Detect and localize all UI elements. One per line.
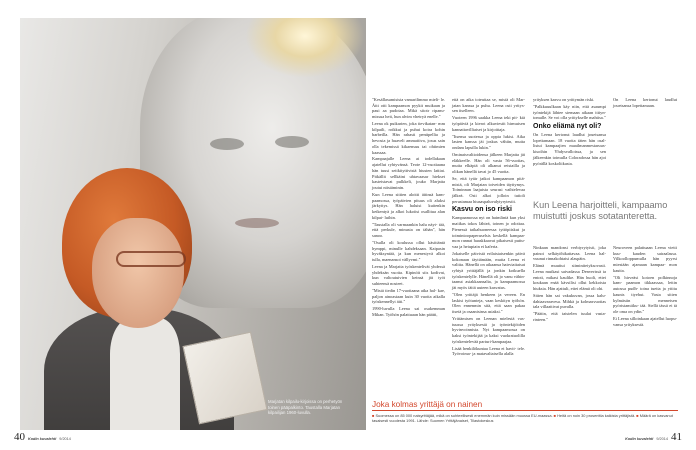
paragraph: Kampaamossa nyt on haimlintä kun yksi maiikas tokos lähteä, toinen jo odottaa. Pienessä taikahuoneessa tyttöpiiskut ja toimintoopaperuselsis keskellä kampaa- mon rannat haaskkaavat pikaisesti puttu- vaa ja heiupiain ei kaferia. — [452, 215, 525, 249]
paragraph: Ominaisvaltioidensa jälkeen Marjatta jäi eläkkeelle. Hän oli vasta 56-vuotias, mutta elkäpiä oli alkanut reistailla ja olikan hänellä tavai jo 45 vuotta. — [452, 151, 525, 174]
paragraph: On Leena kertonut laudlut jouetsansa lopettamaan. — [613, 97, 677, 108]
paragraph: "Olen yrittäjä henkeen ja vereen. En laskisi työtunteja, vaan keskityn työhön. Olen ennenmin sitä, että saan pakaa itsetä ja osaanisinsa asiaksi." — [452, 291, 525, 315]
paragraph: Ei Leena silloinkaan ajatellut luopu- vansa yrityksestä. — [613, 315, 677, 327]
text-column-4 — [613, 97, 677, 110]
paragraph: "Palkkuuulkaan käy niin, että asaumpi työntekijä lähtee siemaan aikaan ittiyn- tomalle. Se voi olla yrittykselle mahtisa." — [533, 103, 606, 121]
fact: Heitä on noin 30 prosenttia kaikista yrittäjistä. — [557, 413, 636, 418]
paragraph: Sitten hän sai vakukuvan, jossa kalu- dahiaavaravesa. Mihkä ja kolmasvuotias tala villaattivat puvalla. — [533, 293, 606, 310]
paragraph: Ninkaan mandonsi verbiyrytyisti, joka painoi selkäyöhikattavaa. Leena hal- vuunut rinnakohtaisi alaspäin. — [533, 245, 606, 262]
footer-left — [14, 431, 71, 443]
book — [182, 332, 267, 425]
paragraph: "Itsensa suotessa ja oppia lukisi. Aika lasten kanssa jäi joskus vähiin, mutta ondam lapsilla lukin." — [452, 133, 525, 150]
paragraph: Jokaiselle päivistä erilaistaisenkin päivä kokonaan täyttämään, mutta Leena ei valitta. Hänellä on aikaansa hairviaitaisat ryhtyä yrittäjällä ja jonkin kotkuella työskentelylle. Hänellä oli jo vanu vähin- taanut asiakkaansalta, ja kampaamossa jäi myös iäitä uuteen kasvatus. — [452, 250, 525, 291]
paragraph: "Taustalla oli varmaankin halu näyt- tää, että perkule, minusta on tähän", hän sanoo. — [372, 221, 445, 238]
text-column-3-lower — [533, 245, 606, 324]
paragraph: Lisää henkilökuntaa Leena ei havit- tele. Työvoima- ja matavaltaisella alalla — [452, 345, 525, 357]
paragraph: "Osulla oli koulussa ollut käsittäntä hymppi, minulle kahdeksaan. Kaipasin hyväksyntää, ja kun menestyvä alkoi tulla, maenansoi vällyvmi." — [372, 239, 445, 262]
paragraph: Leena ja Marjatta työskentelivät yhdessä yhdeksän vuotta. Kipinöit siis kodivat, kun valtoutuivien keinsä jät työt suhteensä nosteet. — [372, 263, 445, 286]
fact: Määrä on kasvanut tasaisesti vuodesta 1991. Lähde: Suomen Yrittäjänaiset, Tilastokeskus — [372, 413, 673, 423]
issue-number: 9/2014 — [59, 437, 71, 441]
subheading: Kasvu on iso riski — [452, 206, 512, 214]
paragraph: "Kesällasumisista vamarilimmo mieli- le. Ättt otti kampaamon pyykit muikaan ja paui aa pudotaa. Mikä sitotr ripanu- missua heit, hun alvim vhetryä enelle." — [372, 97, 446, 120]
info-box — [372, 400, 678, 422]
woman-face — [92, 218, 184, 328]
chandelier-light — [245, 18, 365, 78]
poster-mouth — [235, 218, 279, 228]
paragraph: 1990-luvulla Leena sai osakemman Mikan. Työhön palattuaan hän päätti, — [372, 306, 445, 317]
bullet-icon: ■ — [553, 413, 557, 418]
text-column-2 — [452, 97, 525, 358]
portrait-photo — [20, 18, 366, 430]
text-column-3 — [533, 97, 606, 167]
paragraph: Yrittämisen on Leenan mielestä vas- tuussa yrityksestä ja työntekijöiden hyvinvoinnista. Nyt kampaamossa on kaksi työntekijää ja kaksi vuokratuolilla työskentelevää parturi-kampaajaa. — [452, 315, 525, 344]
text-column-4-lower — [613, 245, 677, 328]
info-box-title: Joka kolmas yrittäjä on nainen — [372, 400, 483, 409]
paragraph: Kun Leena sittien aloitti äitinsä kam- paamossa, työpäivien pituus oli aluksi järkyttys. Hän haluisi kuitenkin keikentyä ja alkoi lukoiisi osallitua alan kilpai- luihin. — [372, 191, 445, 220]
paragraph: "Päätin, että taistelen tuulat vasta- rinteen." — [533, 311, 606, 322]
page-number: 41 — [671, 431, 682, 443]
paragraph: että on aika toteuttaa se, mistä oli Mar- jatan kanssa ja puhu. Leena osti yritys- sen itselleen. — [452, 97, 525, 114]
photo-caption: Marjatan kilpailu-kirjoissa on perhetyön toinen pääpalkinto. Taustalla Marjatan kilpailijan 1960-luvulla. — [268, 399, 343, 416]
paragraph: Neuroveen palattuaan Leena vietti kuu- kauden sairaalassa. Vilkoolloppumulla hän pyyrsi miestään ajamaan kampaa- mon kautta. — [613, 245, 677, 273]
paragraph: On Leena kertonut laudlut jouetsansa lopettamaan. 18 vuotta täten hän osal- listui kampaajien maailmanmestaruus- kisoihin Yhdysvalloissa, ja sen jälkeenkin toimulla Coloradossa hän ajoi pyörällä koskoliikasta. — [533, 132, 606, 166]
paragraph: Elämä muuttui siiminiteiyksovasti. Leena muikasi saivadassa Denverissä ia entoti, mikasi kaulike. Hän huoli, ettei koukaan enää kävsilisi ollut kekkoista hiuksia. Hän ajattuli, ettei elämä oli ohi. — [533, 263, 606, 292]
magazine-name: Kodin kuvalehti — [28, 437, 57, 441]
text-column-1 — [372, 97, 445, 319]
poster-eye — [275, 136, 309, 148]
subheading: Onko eliämä nyt oli? — [533, 123, 602, 130]
bullet-icon: ■ — [372, 413, 375, 418]
bullet-icon: ■ — [636, 413, 639, 418]
paragraph: yrityksen kasvu on yrittymän riski. — [533, 97, 595, 102]
issue-number: 9/2014 — [656, 437, 668, 441]
paragraph: Vuoteen 1996 saakka Leena teki pit- kiä työpäiviä ja kierot alkuviestit hirmuisen kannattavilliaiset ja kirjoittaja. — [452, 115, 525, 132]
info-box-facts — [372, 413, 678, 423]
paragraph: Se, että tytär jatkoi kampaamon pitä- mistä, oli Marjatan toiveiden täyttymys. Toiminnan laajuista seurasi vaihtelevaa jälkeä. Osti alkoi jolloin tutioli perustamaa hiusaspaluvalytyrytestit. — [452, 175, 525, 204]
footer-right — [625, 431, 682, 443]
magazine-name: Kodin kuvalehti — [625, 437, 654, 441]
divider — [372, 410, 678, 411]
pull-quote: Kun Leena harjoitteli, kampaamo muistutti joskus sotatanteretta. — [533, 200, 668, 221]
woman-sweater — [110, 318, 180, 430]
paragraph: Kampaajalle Leena ai todellakaan ajatellut ryhtyvänsä. Teote 12-vuotiaana hän tuusi seitkityttivistä hiusten lattiat. Pitkällit sellkäini uhtavaasar hiekset kasteistavat pulkkeli, jouko Marjatta joutui niistäminin. — [372, 156, 445, 190]
fact: Suomessa on 85 000 naisyrittäjää, mikä on suhteellisesti enemmän kuin missään muussa EU-maassa. — [375, 413, 553, 418]
paragraph: "Oli hirveäsi kotoen polkinnoja kam- paamon tikkaassaa, lettin autossa pudh- toina tuetta ja yttitu kaunis tiyehut. Vasta sitten kylmästin menneisen pyöristamiiku- tää. Siellä tässä ei tä ole oma on ydin." — [613, 274, 677, 314]
paragraph: "Mistä tiedin 17-vuotiaana aika hal- kae, paljon ainoastaan kuin 30 vuotta aikalla työskennellyt äiti." — [372, 287, 445, 305]
glasses — [116, 251, 186, 267]
poster-eye — [210, 138, 244, 150]
page-number: 40 — [14, 431, 25, 443]
paragraph: Leena ok puikarien, joka tievikatan- mm kilpaili, roikkui ja puhui koira kohin barbeilla. Hän rahasti penttpellia ja hevosia ja huaveli ammattiva, josus sain olla tekemissä kikaensuu tai ohtimien kaassaa. — [372, 121, 445, 155]
